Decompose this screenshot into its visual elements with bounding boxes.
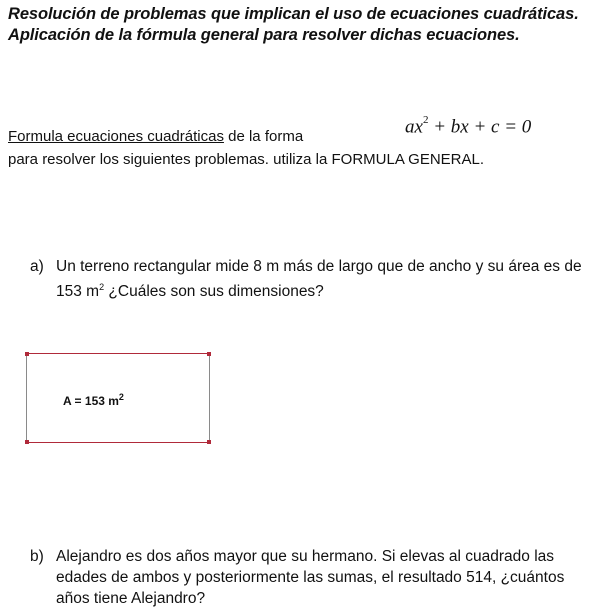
- area-label: [63, 392, 124, 408]
- page-heading: Resolución de problemas que implican el uso de ecuaciones cuadráticas. Aplicación de la fórmula general para resolver dichas ecuaciones.: [8, 5, 579, 44]
- problem-a-text: [56, 256, 600, 302]
- quadratic-equation: [405, 116, 531, 138]
- problem-a-marker: a): [30, 258, 44, 275]
- equation-rest: + bx + c = 0: [428, 116, 532, 138]
- equation-exponent: 2: [422, 114, 429, 126]
- terrain-rectangle: [26, 353, 210, 443]
- corner-marker: [25, 440, 29, 444]
- corner-marker: [207, 440, 211, 444]
- area-label-exponent: 2: [118, 392, 124, 402]
- area-label-text: A = 153 m: [63, 394, 119, 408]
- problem-b-text: Alejandro es dos años mayor que su hermano. Si elevas al cuadrado las edades de ambos y posteriormente las sumas, el resultado 514, ¿cuántos años tiene Alejandro?: [56, 548, 565, 607]
- problem-b-marker: b): [30, 548, 44, 565]
- intro-line: [8, 128, 303, 146]
- problem-a-text-part1: Un terreno rectangular mide 8 m más de largo que de ancho y su área es de 153 m: [56, 258, 582, 301]
- corner-marker: [25, 352, 29, 356]
- problem-a-text-part2: ¿Cuáles son sus dimensiones?: [104, 283, 324, 301]
- problem-a-exponent: 2: [99, 282, 105, 292]
- intro-underlined-text: Formula ecuaciones cuadráticas: [8, 128, 224, 145]
- intro-after-underline: de la forma: [223, 128, 304, 145]
- intro-rest-text: para resolver los siguientes problemas. utiliza la FORMULA GENERAL.: [8, 151, 485, 168]
- corner-marker: [207, 352, 211, 356]
- equation-ax: ax: [405, 116, 423, 138]
- problem-a: [30, 256, 600, 302]
- problem-b: [30, 546, 600, 609]
